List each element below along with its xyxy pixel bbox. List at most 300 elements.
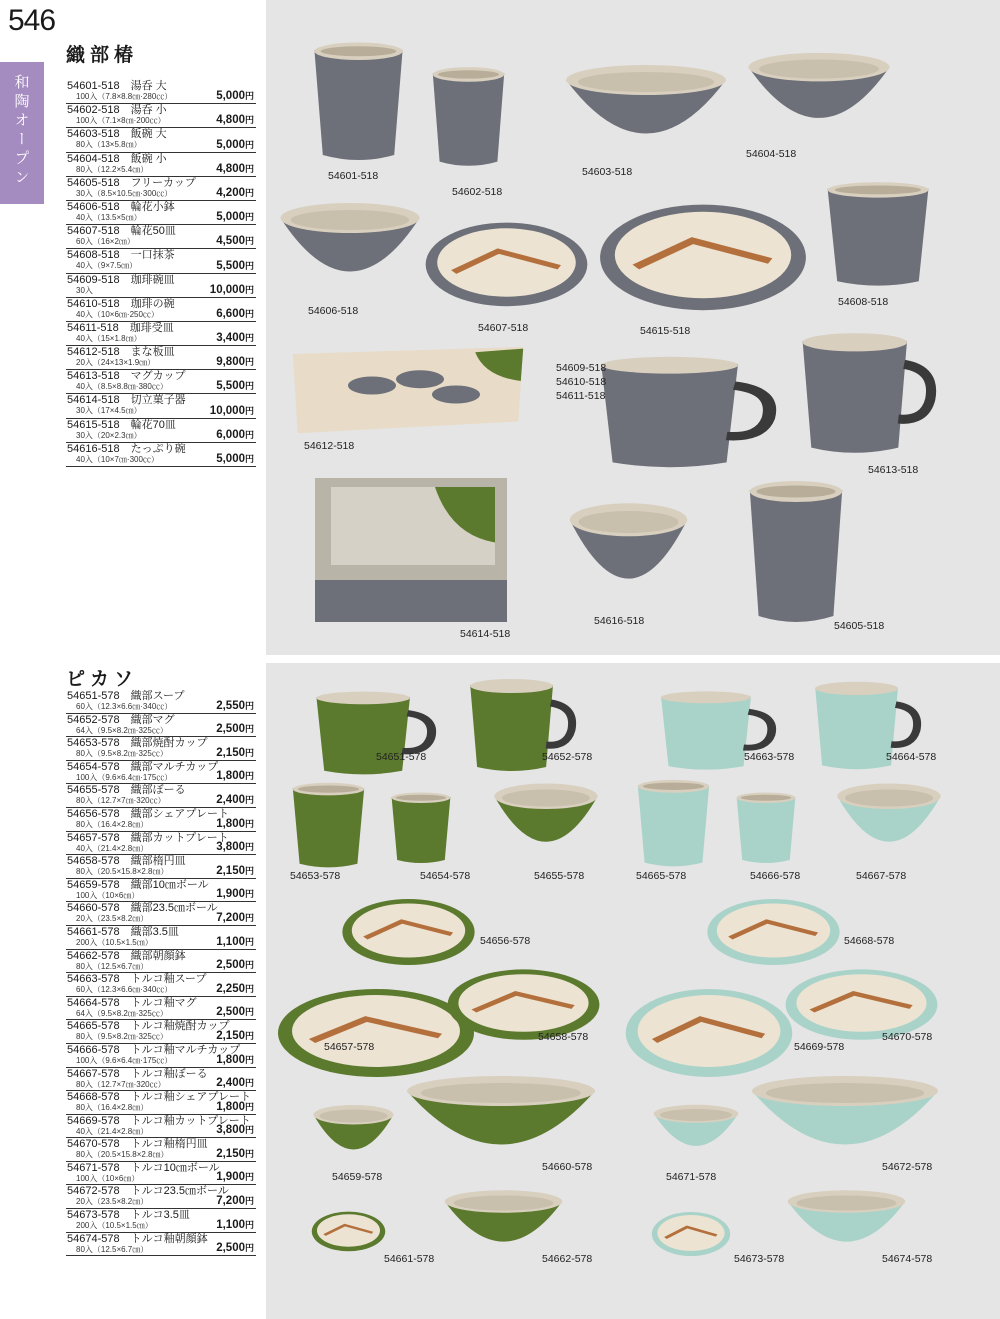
price-unit: 円 [244,212,254,223]
price-unit: 円 [244,1007,254,1018]
product-price [216,163,254,175]
product-code: 54672-578 [67,1185,120,1198]
product-row [66,370,256,394]
photo-code-label: 54667-578 [856,870,907,882]
price-unit: 円 [244,700,254,711]
price-value: 2,150 [216,864,245,877]
product-name: トルコ23.5㎝ボール [130,1185,229,1198]
product-price [216,187,254,199]
photo-code-label: 54614-518 [460,628,511,640]
product-code: 54674-578 [67,1232,120,1245]
product-photo [791,328,936,458]
side-tab-label: 和陶オープン [12,74,31,188]
product-spec: 64入（9.5×8.2㎝·325㏄） [76,1008,168,1018]
price-unit: 円 [244,260,254,271]
product-name: 織部3.5皿 [130,925,179,938]
price-value: 2,500 [216,1006,245,1019]
product-price [216,1171,254,1183]
product-price [216,888,254,900]
price-value: 4,800 [216,114,245,127]
photo-code-label: 54660-578 [542,1161,593,1173]
product-name: 織部10㎝ボール [130,878,209,891]
product-spec: 100入（9.6×6.4㎝·175㏄） [76,1055,173,1065]
product-photo [311,1103,396,1168]
price-unit: 円 [244,139,254,150]
product-row [66,153,256,177]
product-code: 54613-518 [67,370,120,383]
product-code: 54669-578 [67,1114,120,1127]
product-spec: 20入（24×13×1.9㎝） [76,358,156,368]
page-number: 546 [8,4,56,37]
product-code: 54651-578 [67,690,120,702]
photo-code-label: 54616-518 [594,615,645,627]
price-value: 2,150 [216,1147,245,1160]
product-spec: 40入（21.4×2.8㎝） [76,843,149,853]
product-spec: 60入（16×2㎝） [76,237,135,247]
photo-code-label: 54651-578 [376,751,427,763]
price-unit: 円 [244,1101,254,1112]
photo-code-label: 54607-518 [478,322,529,334]
product-price [216,818,254,830]
product-name: 織部23.5㎝ボール [130,902,218,915]
product-spec: 30入（20×2.3㎝） [76,430,142,440]
product-price [216,865,254,877]
price-unit: 円 [244,1030,254,1041]
product-spec: 30入（8.5×10.5㎝·300㏄） [76,188,173,198]
photo-code-label: 54655-578 [534,870,585,882]
price-value: 1,900 [216,888,245,901]
product-code: 54612-518 [67,346,120,359]
product-code: 54668-578 [67,1091,120,1104]
product-list-tsubaki [66,80,256,467]
product-name: 湯呑 大 [130,80,167,92]
product-spec: 30入（17×4.5㎝） [76,406,142,416]
product-spec: 80入（16.4×2.8㎝） [76,1103,149,1113]
product-price [216,1054,254,1066]
product-row [66,832,256,856]
product-spec: 80入（20.5×15.8×2.8㎝） [76,867,169,877]
product-row [66,298,256,322]
price-unit: 円 [244,960,254,971]
product-row [66,737,256,761]
product-name: トルコ釉マグ [130,996,197,1009]
product-row [66,926,256,950]
product-photo [288,345,528,435]
product-photo [651,1208,731,1258]
product-spec: 20入（23.5×8.2㎝） [76,914,149,924]
product-price [216,429,254,441]
product-name: 織部楕円皿 [130,855,186,868]
product-photo [834,781,944,866]
product-spec: 100入（9.6×6.4㎝·175㏄） [76,772,173,782]
price-value: 4,500 [216,235,245,248]
photo-code-label: 54657-578 [324,1041,375,1053]
price-unit: 円 [244,1196,254,1207]
price-value: 2,150 [216,1029,245,1042]
photo-code-label: 54670-578 [882,1031,933,1043]
product-price [216,1006,254,1018]
product-spec: 40入（15×1.8㎝） [76,333,142,343]
product-spec: 100入（7.8×8.8㎝·280㏄） [76,92,173,101]
product-spec: 80入（12.7×7㎝·320㏄） [76,1079,166,1089]
price-unit: 円 [244,308,254,319]
product-name: 織部カットプレート [130,831,229,844]
side-tab [0,62,44,204]
product-code: 54607-518 [67,225,120,238]
price-unit: 円 [244,889,254,900]
product-row [66,1209,256,1233]
price-unit: 円 [244,1172,254,1183]
product-price [216,723,254,735]
product-code: 54609-518 [67,273,120,286]
photo-code-label: 54673-578 [734,1253,785,1265]
price-value: 1,100 [216,935,245,948]
product-photo [426,65,511,170]
product-spec: 64入（9.5×8.2㎝·325㏄） [76,725,168,735]
product-price [216,1077,254,1089]
product-name: 輪花50皿 [130,225,176,238]
product-code: 54666-578 [67,1043,120,1056]
product-photo [746,1073,944,1173]
product-photo [306,688,436,778]
product-row [66,1162,256,1186]
price-value: 1,800 [216,770,245,783]
price-value: 5,000 [216,211,245,224]
product-price [216,747,254,759]
product-code: 54656-578 [67,807,120,820]
price-value: 1,800 [216,1053,245,1066]
product-photo [631,778,716,870]
photo-code-label: 54606-518 [308,305,359,317]
product-price [216,356,254,368]
product-code: 54657-578 [67,831,120,844]
product-price [216,308,254,320]
product-row [66,690,256,714]
photo-code-label: 54672-578 [882,1161,933,1173]
price-value: 1,900 [216,1171,245,1184]
price-unit: 円 [244,115,254,126]
product-code: 54660-578 [67,902,120,915]
product-name: フリーカップ [130,176,196,189]
product-code: 54603-518 [67,128,120,141]
product-code: 54606-518 [67,200,120,213]
photo-code-label: 54615-518 [640,325,691,337]
photo-code-label: 54611-518 [556,390,606,402]
product-code: 54605-518 [67,176,120,189]
product-code: 54661-578 [67,925,120,938]
product-row [66,973,256,997]
product-price [216,1124,254,1136]
product-row [66,394,256,418]
price-value: 5,000 [216,453,245,465]
product-code: 54610-518 [67,297,120,310]
photo-code-label: 54674-578 [882,1253,933,1265]
product-photo [306,40,411,165]
price-value: 1,100 [216,1218,245,1231]
photo-code-label: 54603-518 [582,166,633,178]
price-value: 2,550 [216,699,245,712]
product-photo [311,475,511,625]
product-code: 54608-518 [67,249,120,262]
product-photo [651,1103,741,1163]
product-photo [598,195,808,315]
photo-code-label: 54665-578 [636,870,687,882]
product-photo [424,215,589,310]
photo-code-label: 54669-578 [794,1041,845,1053]
product-spec: 30入 [76,285,93,295]
product-price [216,700,254,712]
product-row [66,761,256,785]
product-photo [441,1188,566,1263]
price-unit: 円 [244,865,254,876]
product-row [66,1115,256,1139]
product-spec: 80入（16.4×2.8㎝） [76,819,149,829]
product-row [66,346,256,370]
product-code: 54670-578 [67,1138,120,1151]
price-value: 2,500 [216,1242,245,1255]
product-name: たっぷり碗 [130,442,186,455]
photo-code-label: 54666-578 [750,870,801,882]
photo-panel-picasso [266,663,1000,1319]
price-unit: 円 [244,91,254,102]
product-spec: 40入（10×7㎝·300㏄） [76,454,159,464]
product-name: 珈琲の碗 [130,297,175,310]
price-unit: 円 [244,333,254,344]
product-photo [276,200,424,300]
photo-code-label: 54664-578 [886,751,937,763]
price-value: 2,500 [216,959,245,972]
product-row [66,1233,256,1257]
price-value: 4,800 [216,162,245,175]
product-row [66,855,256,879]
product-row [66,104,256,128]
product-spec: 80入（12.7×7㎝·320㏄） [76,796,166,806]
product-spec: 80入（12.5×6.7㎝） [76,961,149,971]
photo-code-label: 54652-578 [542,751,593,763]
product-code: 54673-578 [67,1209,120,1222]
product-row [66,1091,256,1115]
product-row [66,1185,256,1209]
price-unit: 円 [244,381,254,392]
price-value: 2,150 [216,746,245,759]
product-price [216,260,254,272]
product-spec: 200入（10.5×1.5㎝） [76,937,153,947]
product-row [66,249,256,273]
product-price [216,211,254,223]
price-value: 1,800 [216,817,245,830]
price-unit: 円 [244,1125,254,1136]
product-spec: 200入（10.5×1.5㎝） [76,1221,153,1231]
price-value: 10,000 [209,283,245,296]
product-spec: 80入（9.5×8.2㎝·325㏄） [76,1032,168,1042]
product-row [66,128,256,152]
product-row [66,950,256,974]
product-spec: 40入（13.5×5㎝） [76,212,142,222]
product-list-picasso [66,690,256,1256]
price-unit: 円 [244,454,254,464]
product-price [216,114,254,126]
product-spec: 80入（13×5.8㎝） [76,140,142,150]
product-photo [386,791,456,866]
product-price [210,284,254,296]
photo-panel-tsubaki [266,0,1000,655]
product-photo [741,478,851,628]
price-value: 2,400 [216,793,245,806]
product-row [66,1044,256,1068]
photo-code-label: 54608-518 [838,296,889,308]
product-spec: 20入（23.5×8.2㎝） [76,1197,149,1207]
product-code: 54664-578 [67,996,120,1009]
product-price [216,936,254,948]
product-price [216,1242,254,1254]
product-name: マグカップ [130,370,186,383]
product-price [216,841,254,853]
price-value: 5,000 [216,138,245,151]
product-name: まな板皿 [130,346,175,359]
price-unit: 円 [244,842,254,853]
product-row [66,225,256,249]
price-value: 7,200 [216,911,245,924]
product-code: 54667-578 [67,1067,120,1080]
product-code: 54653-578 [67,737,120,750]
price-unit: 円 [244,1219,254,1230]
price-unit: 円 [244,405,254,416]
product-name: 切立菓子器 [130,394,186,407]
price-value: 4,200 [216,186,245,199]
product-name: 珈琲受皿 [129,321,174,334]
product-row [66,177,256,201]
product-photo [401,1073,601,1173]
product-name: トルコ釉ぼーる [130,1067,208,1080]
product-name: 織部焼酎カップ [130,737,208,750]
price-unit: 円 [244,187,254,198]
product-name: トルコ釉スープ [130,973,207,986]
price-unit: 円 [244,1243,254,1254]
price-value: 6,600 [216,307,245,320]
product-price [216,1195,254,1207]
product-name: トルコ釉朝顔鉢 [130,1232,208,1245]
product-price [216,983,254,995]
product-code: 54614-518 [67,394,120,407]
product-name: 珈琲碗皿 [130,273,175,286]
product-price [216,1148,254,1160]
price-value: 5,000 [216,90,245,103]
price-value: 1,800 [216,1100,245,1113]
price-unit: 円 [244,912,254,923]
product-photo [286,781,371,871]
price-unit: 円 [244,983,254,994]
section-title-tsubaki: 織部椿 [66,44,139,66]
price-unit: 円 [244,284,254,295]
photo-code-label: 54612-518 [304,440,355,452]
price-unit: 円 [244,236,254,247]
product-name: トルコ10㎝ボール [130,1161,220,1174]
product-row [66,1020,256,1044]
price-value: 3,800 [216,841,245,854]
product-name: 織部ぼーる [130,784,186,797]
product-spec: 40入（9×7.5㎝） [76,261,138,271]
product-row [66,322,256,346]
product-photo [818,180,938,290]
photo-code-label: 54605-518 [834,620,885,632]
photo-code-label: 54610-518 [556,376,607,388]
product-photo [586,352,776,472]
product-spec: 60入（12.3×6.6㎝·340㏄） [76,985,173,995]
product-photo [561,62,731,162]
product-row [66,879,256,903]
product-name: トルコ釉楕円皿 [130,1138,208,1151]
product-code: 54615-518 [67,418,120,431]
product-row [66,80,256,104]
product-price [210,405,254,417]
product-code: 54602-518 [67,104,120,117]
product-price [216,1219,254,1231]
product-row [66,201,256,225]
product-price [216,380,254,392]
price-value: 9,800 [216,356,245,369]
product-photo [491,781,601,866]
price-unit: 円 [244,1148,254,1159]
product-row [66,1138,256,1162]
product-code: 54604-518 [67,152,120,165]
product-price [216,139,254,151]
photo-code-label: 54662-578 [542,1253,593,1265]
product-name: 飯碗 小 [130,152,167,165]
product-code: 54654-578 [67,760,120,773]
photo-code-label: 54654-578 [420,870,471,882]
price-unit: 円 [244,818,254,829]
price-unit: 円 [244,771,254,782]
price-unit: 円 [244,163,254,174]
product-price [216,770,254,782]
price-unit: 円 [244,747,254,758]
product-row [66,274,256,298]
product-spec: 40入（21.4×2.8㎝） [76,1126,149,1136]
photo-code-label: 54671-578 [666,1171,717,1183]
product-name: トルコ釉シェアプレート [130,1091,251,1104]
product-row [66,419,256,443]
price-value: 2,500 [216,723,245,736]
photo-code-label: 54602-518 [452,186,503,198]
product-photo [731,791,801,866]
product-code: 54611-518 [67,321,119,334]
product-name: 織部シェアプレート [130,807,229,820]
product-name: 湯呑 小 [130,104,167,117]
product-code: 54662-578 [67,949,120,962]
price-unit: 円 [244,357,254,368]
product-row [66,808,256,832]
product-price [216,332,254,344]
product-code: 54665-578 [67,1020,120,1033]
price-value: 6,000 [216,428,245,441]
product-spec: 100入（10×6㎝） [76,1173,140,1183]
product-code: 54655-578 [67,784,120,797]
product-code: 54659-578 [67,878,120,891]
photo-code-label: 54661-578 [384,1253,435,1265]
product-row [66,443,256,467]
product-code: 54652-578 [67,713,120,726]
product-name: 織部朝顔鉢 [130,949,186,962]
product-spec: 80入（9.5×8.2㎝·325㏄） [76,749,168,759]
product-code: 54671-578 [67,1161,120,1174]
price-value: 3,400 [216,332,245,345]
product-name: トルコ釉カットプレート [130,1114,251,1127]
price-value: 2,400 [216,1077,245,1090]
product-code: 54616-518 [67,442,120,455]
photo-code-label: 54653-578 [290,870,341,882]
product-row [66,784,256,808]
product-name: 織部マルチカップ [130,760,219,773]
